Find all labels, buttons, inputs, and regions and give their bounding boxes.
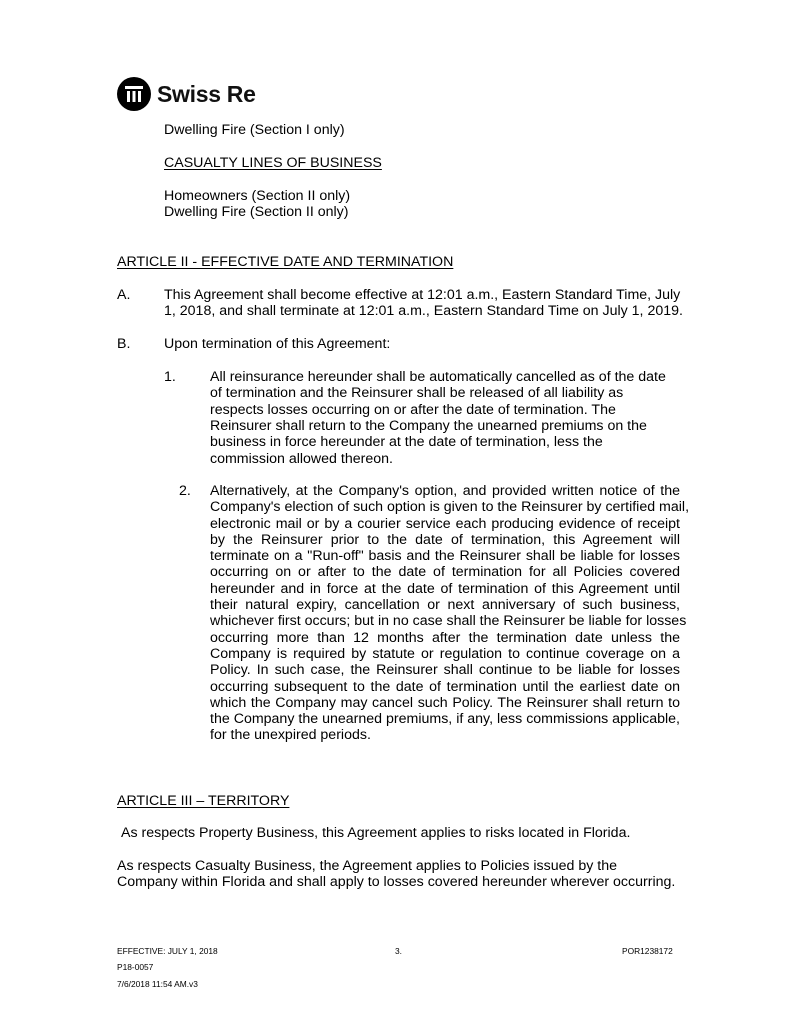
clause-a-marker: A.: [117, 287, 131, 303]
item-2-line: whichever first occurs; but in no case shall the Reinsurer be liable for losses: [210, 613, 687, 630]
line-dwelling-fire-section-2: Dwelling Fire (Section II only): [164, 204, 349, 220]
item-1-marker: 1.: [164, 369, 176, 385]
item-2-paragraph: [210, 483, 690, 744]
territory-property-text: As respects Property Business, this Agreement applies to risks located in Florida.: [121, 825, 631, 841]
item-2-line: hereunder and in force at the date of termination of this Agreement until: [210, 580, 680, 597]
item-2-line: electronic mail or by a courier service each producing evidence of receipt: [210, 515, 680, 532]
item-2-line: by the Reinsurer prior to the date of termination, this Agreement will: [210, 531, 680, 548]
footer-code: P18-0057: [117, 962, 154, 972]
logo-text: Swiss Re: [157, 80, 256, 107]
casualty-lines-heading: CASUALTY LINES OF BUSINESS: [164, 155, 382, 171]
item-2-line: their natural expiry, cancellation or next anniversary of such business,: [210, 597, 680, 614]
item-2-line: occurring on or after to the date of termination for all Policies covered: [210, 564, 680, 581]
clause-a-line-2: 1, 2018, and shall terminate at 12:01 a.m., Eastern Standard Time on July 1, 2019.: [164, 303, 683, 319]
item-2-line: which the Company may cancel such Policy. The Reinsurer shall return to: [210, 694, 680, 711]
footer-timestamp: 7/6/2018 11:54 AM.v3: [117, 979, 198, 989]
item-2-marker: 2.: [179, 483, 191, 499]
clause-b-marker: B.: [117, 336, 131, 352]
item-1-line: business in force hereunder at the date of termination, less the: [210, 434, 603, 451]
item-1-line: respects losses occurring on or after the date of termination. The: [210, 401, 616, 418]
swiss-re-logo: [117, 77, 256, 111]
footer-page-number: 3.: [395, 946, 402, 956]
item-1-line: of termination and the Reinsurer shall be released of all liability as: [210, 385, 624, 402]
item-2-line: Policy. In such case, the Reinsurer shall continue to be liable for losses: [210, 662, 680, 679]
clause-b-text: Upon termination of this Agreement:: [164, 336, 391, 352]
item-2-line: the Company the unearned premiums, if any, less commissions applicable,: [210, 711, 680, 728]
footer-policy-number: POR1238172: [622, 946, 673, 956]
swiss-re-logo-icon: [117, 77, 151, 111]
territory-casualty-line-1: As respects Casualty Business, the Agreement applies to Policies issued by the: [117, 858, 617, 874]
item-1-line: Reinsurer shall return to the Company the unearned premiums on the: [210, 417, 647, 434]
territory-casualty-line-2: Company within Florida and shall apply to losses covered hereunder wherever occurring.: [117, 874, 676, 890]
clause-a-line-1: This Agreement shall become effective at 12:01 a.m., Eastern Standard Time, July: [164, 287, 681, 303]
item-2-line: occurring more than 12 months after the termination date unless the: [210, 629, 680, 646]
article-3-heading: ARTICLE III – TERRITORY: [117, 793, 290, 809]
item-2-line: Company is required by statute or regulation to continue coverage on a: [210, 645, 680, 662]
item-1-line: All reinsurance hereunder shall be automatically cancelled as of the date: [210, 369, 666, 385]
item-2-line: for the unexpired periods.: [210, 727, 371, 744]
item-2-line: Alternatively, at the Company's option, and provided written notice of the: [210, 483, 680, 499]
line-dwelling-fire-section-1: Dwelling Fire (Section I only): [164, 122, 345, 138]
article-2-heading: ARTICLE II - EFFECTIVE DATE AND TERMINATION: [117, 254, 454, 270]
item-2-line: occurring subsequent to the date of termination until the earliest date on: [210, 678, 680, 695]
item-1-line: commission allowed thereon.: [210, 450, 393, 467]
item-2-line: terminate on a "Run-off" basis and the Reinsurer shall be liable for losses: [210, 548, 680, 565]
footer-effective-date: EFFECTIVE: JULY 1, 2018: [117, 946, 218, 956]
item-2-line: Company's election of such option is given to the Reinsurer by certified mail,: [210, 499, 690, 516]
line-homeowners-section-2: Homeowners (Section II only): [164, 188, 351, 204]
